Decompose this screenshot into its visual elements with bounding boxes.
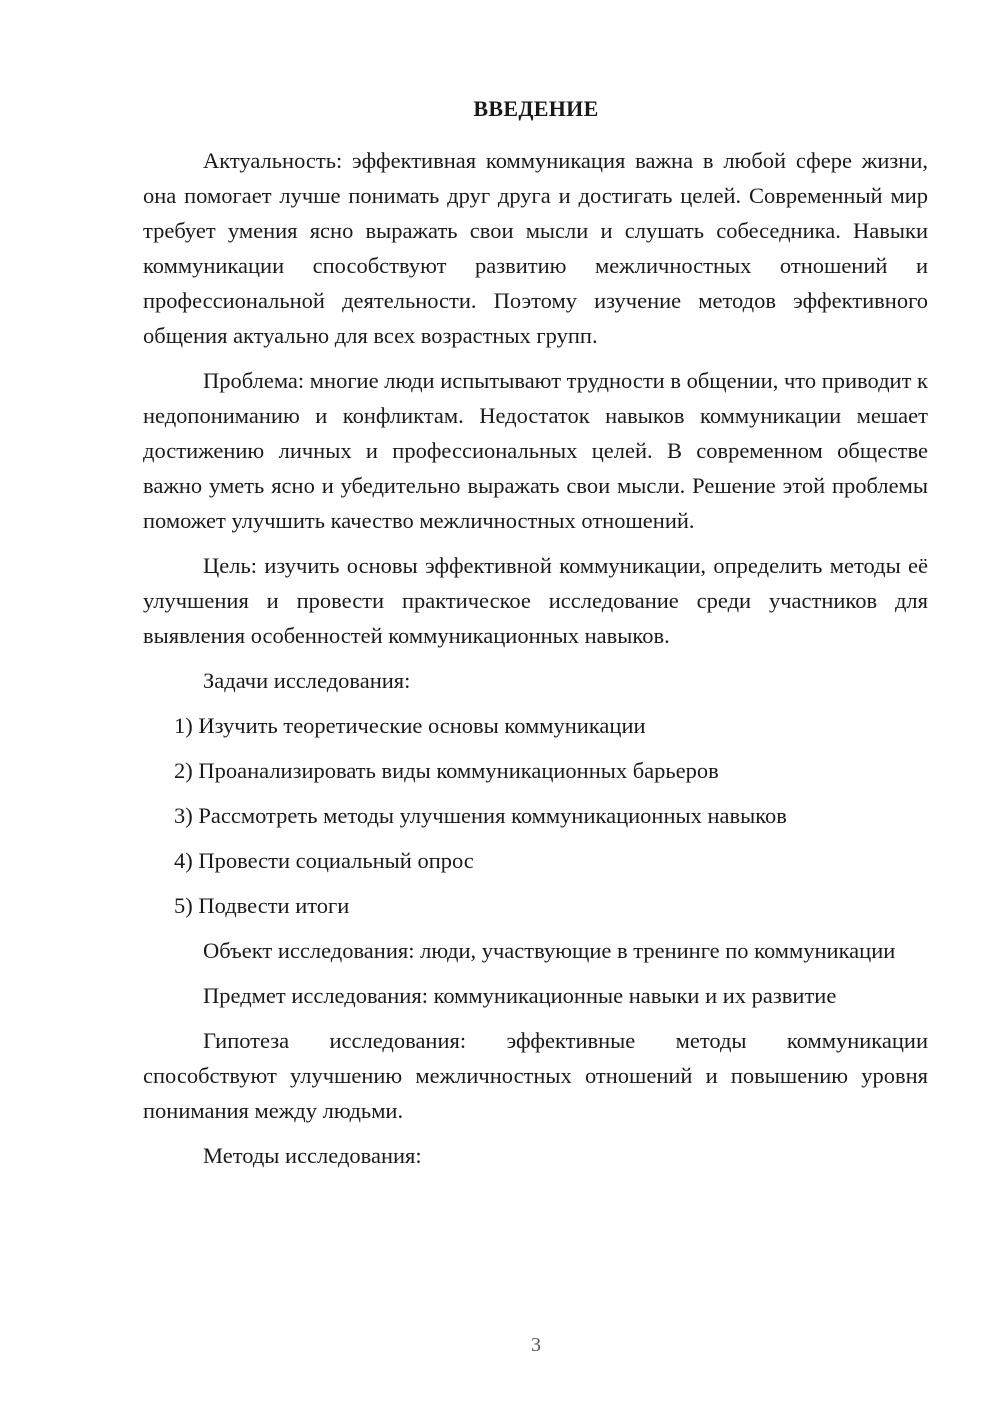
list-item: 2) Проанализировать виды коммуникационных барьеров	[174, 758, 719, 783]
list-item: 3) Рассмотреть методы улучшения коммуникационных навыков	[174, 803, 787, 828]
document-body	[143, 143, 928, 1183]
relevance-paragraph: Актуальность: эффективная коммуникация важна в любой сфере жизни, она помогает лучше понимать друг друга и достигать целей. Современный мир требует умения ясно выражать свои мысли и слушать собеседника. Навыки коммуникации способствуют развитию межличностных отношений и профессиональной деятельности. Поэтому изучение методов эффективного общения актуально для всех возрастных групп.	[143, 148, 928, 348]
hypothesis-paragraph: Гипотеза исследования: эффективные методы коммуникации способствуют улучшению межличностных отношений и повышению уровня понимания между людьми.	[143, 1028, 928, 1123]
page-title: ВВЕДЕНИЕ	[473, 96, 599, 121]
list-item: 5) Подвести итоги	[174, 893, 350, 918]
list-item: 1) Изучить теоретические основы коммуникации	[174, 713, 646, 738]
list-item: 4) Провести социальный опрос	[174, 848, 474, 873]
tasks-list	[143, 708, 928, 923]
object-paragraph: Объект исследования: люди, участвующие в тренинге по коммуникации	[203, 938, 896, 963]
problem-paragraph: Проблема: многие люди испытывают трудности в общении, что приводит к недопониманию и конфликтам. Недостаток навыков коммуникации мешает достижению личных и профессиональных целей. В современном обществе важно уметь ясно и убедительно выражать свои мысли. Решение этой проблемы поможет улучшить качество межличностных отношений.	[143, 368, 928, 533]
subject-paragraph: Предмет исследования: коммуникационные навыки и их развитие	[203, 983, 837, 1008]
goal-paragraph: Цель: изучить основы эффективной коммуникации, определить методы её улучшения и провести практическое исследование среди участников для выявления особенностей коммуникационных навыков.	[143, 553, 928, 648]
tasks-heading: Задачи исследования:	[203, 668, 411, 693]
methods-heading: Методы исследования:	[203, 1143, 422, 1168]
page-number: 3	[531, 1334, 541, 1356]
